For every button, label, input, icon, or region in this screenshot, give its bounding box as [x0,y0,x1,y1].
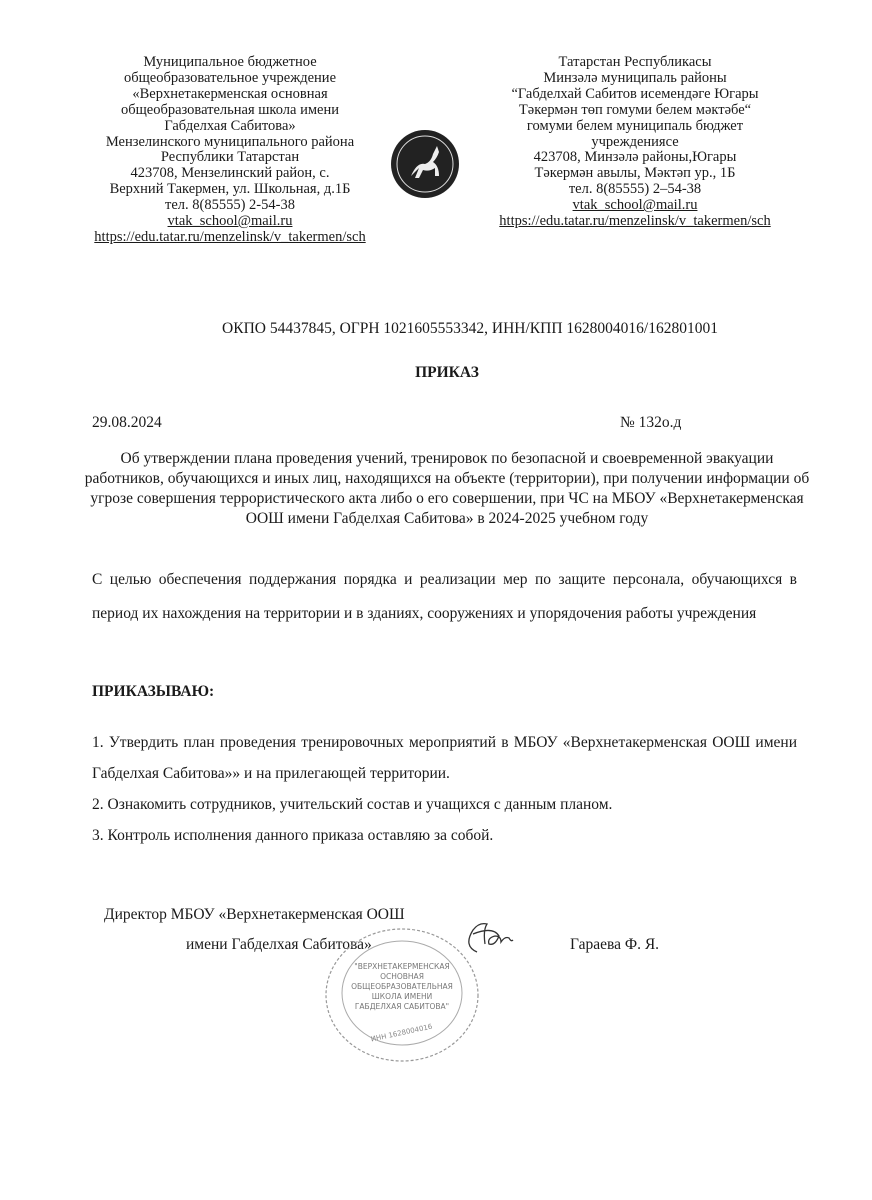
header-line: гомуми белем муниципаль бюджет [526,117,744,134]
header-line: тел. 8(85555) 2-54-38 [165,197,295,214]
svg-text:ШКОЛА ИМЕНИ: ШКОЛА ИМЕНИ [371,992,433,1001]
website-link[interactable]: https://edu.tatar.ru/menzelinsk/v_takermen/sch [94,228,366,245]
header-line: “Габделхай Сабитов исемендәге Югары [511,85,759,102]
document-type: ПРИКАЗ [415,364,479,381]
signature-position-line2: имени Габделхая Сабитова» [186,936,372,953]
header-line: общеобразовательная школа имени [121,101,339,118]
svg-text:ОБЩЕОБРАЗОВАТЕЛЬНАЯ: ОБЩЕОБРАЗОВАТЕЛЬНАЯ [351,982,453,991]
header-line: Габделхая Сабитова» [164,117,296,134]
header-line: Минзәлә муниципаль районы [543,69,727,86]
order-word: ПРИКАЗЫВАЮ: [92,683,215,700]
signature-icon [455,920,535,965]
order-item: 2. Ознакомить сотрудников, учительский состав и учащихся с данным планом. [92,796,613,813]
header-line: 423708, Минзәлә районы,Югары [533,149,737,166]
registry-numbers: ОКПО 54437845, ОГРН 1021605553342, ИНН/КПП 1628004016/162801001 [222,320,718,337]
order-item: 3. Контроль исполнения данного приказа оставляю за собой. [92,827,494,844]
header-line: «Верхнетакерменская основная [132,85,328,102]
document-date: 29.08.2024 [92,414,162,431]
header-line: Верхний Такермен, ул. Школьная, д.1Б [109,181,351,198]
document-number: № 132о.д [620,414,682,431]
website-link[interactable]: https://edu.tatar.ru/menzelinsk/v_takermen/sch [499,213,771,230]
document-title: Об утверждении плана проведения учений, тренировок по безопасной и своевременной эвакуации работников, обучающихся и иных лиц, находящихся на объекте (территории), при получении информации об угрозе совершения террористического акта либо о его совершении, при ЧС на МБОУ «Верхнетакерменская ООШ имени Габделхая Сабитова» в 2024-2025 учебном году [84,450,810,527]
svg-text:ГАБДЕЛХАЯ САБИТОВА": ГАБДЕЛХАЯ САБИТОВА" [354,1002,450,1011]
header-line: тел. 8(85555) 2–54-38 [568,181,702,198]
header-line: Муниципальное бюджетное [143,54,317,70]
header-line: 423708, Мензелинский район, с. [130,165,330,182]
header-right [470,55,800,230]
order-item: 1. Утвердить план проведения тренировочных мероприятий в МБОУ «Верхнетакерменская ООШ имени Габделхая Сабитова»» и на прилегающей территории. [92,734,797,782]
header-line: Тәкермән авылы, Мәктәп ур., 1Б [534,165,736,182]
header-line: учреждениясе [591,133,679,150]
header-line: Мензелинского муниципального района [105,133,355,150]
header-line: Татарстан Республикасы [558,54,712,70]
header-line: Тәкермән төп гомуми белем мәктәбе“ [518,101,752,118]
header-line: Республики Татарстан [160,149,300,166]
email-link[interactable]: vtak_school@mail.ru [572,197,698,214]
svg-text:ОСНОВНАЯ: ОСНОВНАЯ [380,972,424,981]
email-link[interactable]: vtak_school@mail.ru [167,213,293,230]
header-line: общеобразовательное учреждение [123,69,337,86]
svg-text:ИНН 1628004016: ИНН 1628004016 [370,1022,433,1044]
signature-position-line1: Директор МБОУ «Верхнетакерменская ООШ [104,906,405,923]
preamble: С целью обеспечения поддержания порядка и реализации мер по защите персонала, обучающихся в период их нахождения на территории и в зданиях, сооружениях и упорядочения работы учреждения [92,571,797,622]
order-items [92,727,797,851]
header-left [60,55,400,246]
svg-text:"ВЕРХНЕТАКЕРМЕНСКАЯ: "ВЕРХНЕТАКЕРМЕНСКАЯ [354,962,450,971]
coat-of-arms-icon [389,128,461,200]
signatory-name: Гараева Ф. Я. [570,936,660,953]
